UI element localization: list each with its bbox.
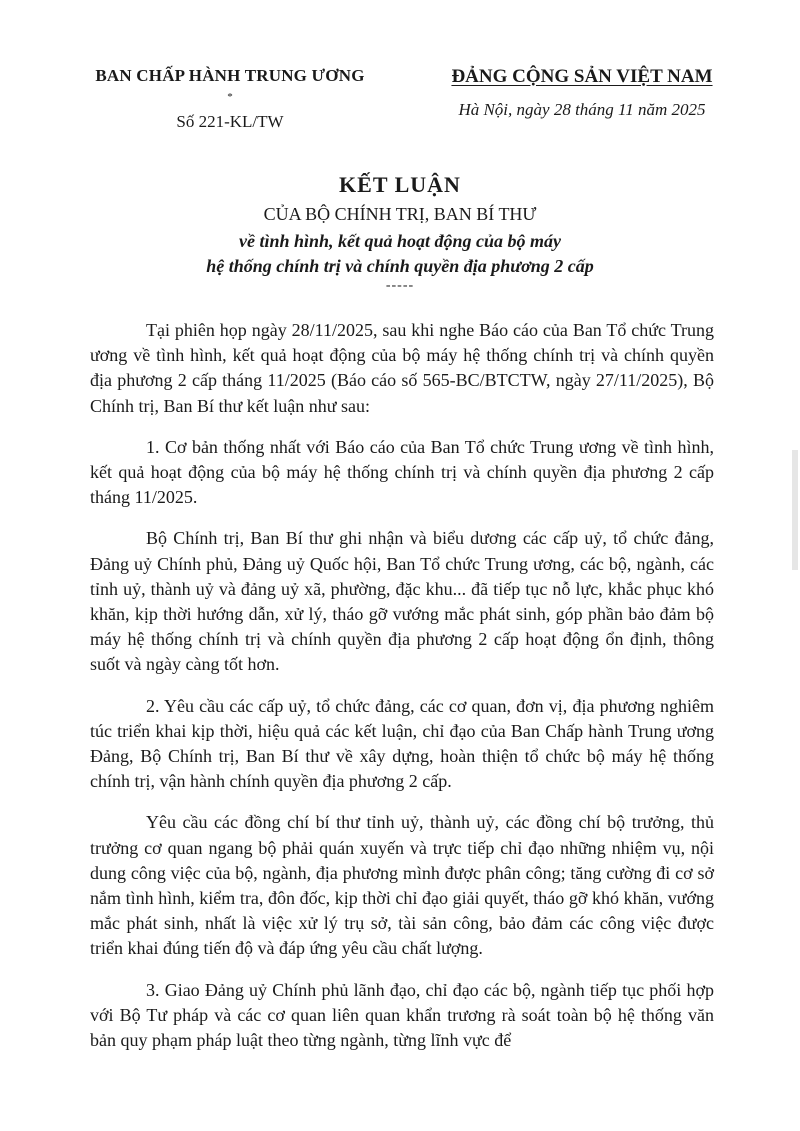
- scan-edge-mark: [792, 450, 798, 570]
- party-block: [432, 66, 732, 120]
- title-block: [100, 172, 700, 293]
- document-number: Số 221-KL/TW: [176, 112, 284, 131]
- document-about-line-2: hệ thống chính trị và chính quyền địa phương 2 cấp: [206, 256, 594, 276]
- document-title: KẾT LUẬN: [339, 172, 461, 197]
- document-subtitle: CỦA BỘ CHÍNH TRỊ, BAN BÍ THƯ: [263, 204, 537, 224]
- paragraph: Tại phiên họp ngày 28/11/2025, sau khi nghe Báo cáo của Ban Tổ chức Trung ương về tình hình, kết quả hoạt động của bộ máy hệ thống chính trị và chính quyền địa phương 2 cấp tháng 11/2025 (Báo cáo số 565-BC/BTCTW, ngày 27/11/2025), Bộ Chính trị, Ban Bí thư kết luận như sau:: [90, 320, 714, 416]
- document-body: [90, 318, 714, 1069]
- paragraph: 2. Yêu cầu các cấp uỷ, tổ chức đảng, các cơ quan, đơn vị, địa phương nghiêm túc triển khai kịp thời, hiệu quả các kết luận, chỉ đạo của Ban Chấp hành Trung ương Đảng, Bộ Chính trị, Ban Bí thư về xây dựng, hoàn thiện tổ chức bộ máy hệ thống chính trị, vận hành chính quyền địa phương 2 cấp.: [90, 695, 714, 792]
- issuer-star: *: [227, 91, 233, 103]
- issuer-name: BAN CHẤP HÀNH TRUNG ƯƠNG: [95, 66, 365, 85]
- party-name: ĐẢNG CỘNG SẢN VIỆT NAM: [451, 66, 713, 87]
- paragraph: 1. Cơ bản thống nhất với Báo cáo của Ban Tổ chức Trung ương về tình hình, kết quả hoạt động của bộ máy hệ thống chính trị và chính quyền địa phương 2 cấp tháng 11/2025.: [90, 436, 714, 508]
- title-separator: -----: [385, 278, 415, 293]
- paragraph: 3. Giao Đảng uỷ Chính phủ lãnh đạo, chỉ đạo các bộ, ngành tiếp tục phối hợp với Bộ Tư pháp và các cơ quan liên quan khẩn trương rà soát toàn bộ hệ thống văn bản quy phạm pháp luật theo từng ngành, từng lĩnh vực để: [90, 979, 714, 1051]
- paragraph: Yêu cầu các đồng chí bí thư tỉnh uỷ, thành uỷ, các đồng chí bộ trưởng, thủ trưởng cơ quan ngang bộ phải quán xuyến và trực tiếp chỉ đạo những nhiệm vụ, nội dung công việc của bộ, ngành, địa phương mình được phân công; tăng cường đi cơ sở nắm tình hình, kiểm tra, đôn đốc, kịp thời chỉ đạo giải quyết, tháo gỡ khó khăn, vướng mắc phát sinh, nhất là việc xử lý trụ sở, tài sản công, bảo đảm các công việc được triển khai đúng tiến độ và đáp ứng yêu cầu chất lượng.: [90, 812, 714, 959]
- paragraph: Bộ Chính trị, Ban Bí thư ghi nhận và biểu dương các cấp uỷ, tổ chức đảng, Đảng uỷ Chính phủ, Đảng uỷ Quốc hội, Ban Tổ chức Trung ương, các bộ, ngành, các tỉnh uỷ, thành uỷ và đảng uỷ xã, phường, đặc khu... đã tiếp tục nỗ lực, khắc phục khó khăn, kịp thời hướng dẫn, xử lý, tháo gỡ vướng mắc phát sinh, góp phần bảo đảm bộ máy hệ thống chính trị và chính quyền địa phương 2 cấp hoạt động ổn định, thông suốt và ngày càng tốt hơn.: [90, 528, 714, 675]
- date-line: Hà Nội, ngày 28 tháng 11 năm 2025: [458, 100, 706, 119]
- issuer-block: [80, 66, 380, 132]
- document-about-line-1: về tình hình, kết quả hoạt động của bộ máy: [238, 231, 562, 251]
